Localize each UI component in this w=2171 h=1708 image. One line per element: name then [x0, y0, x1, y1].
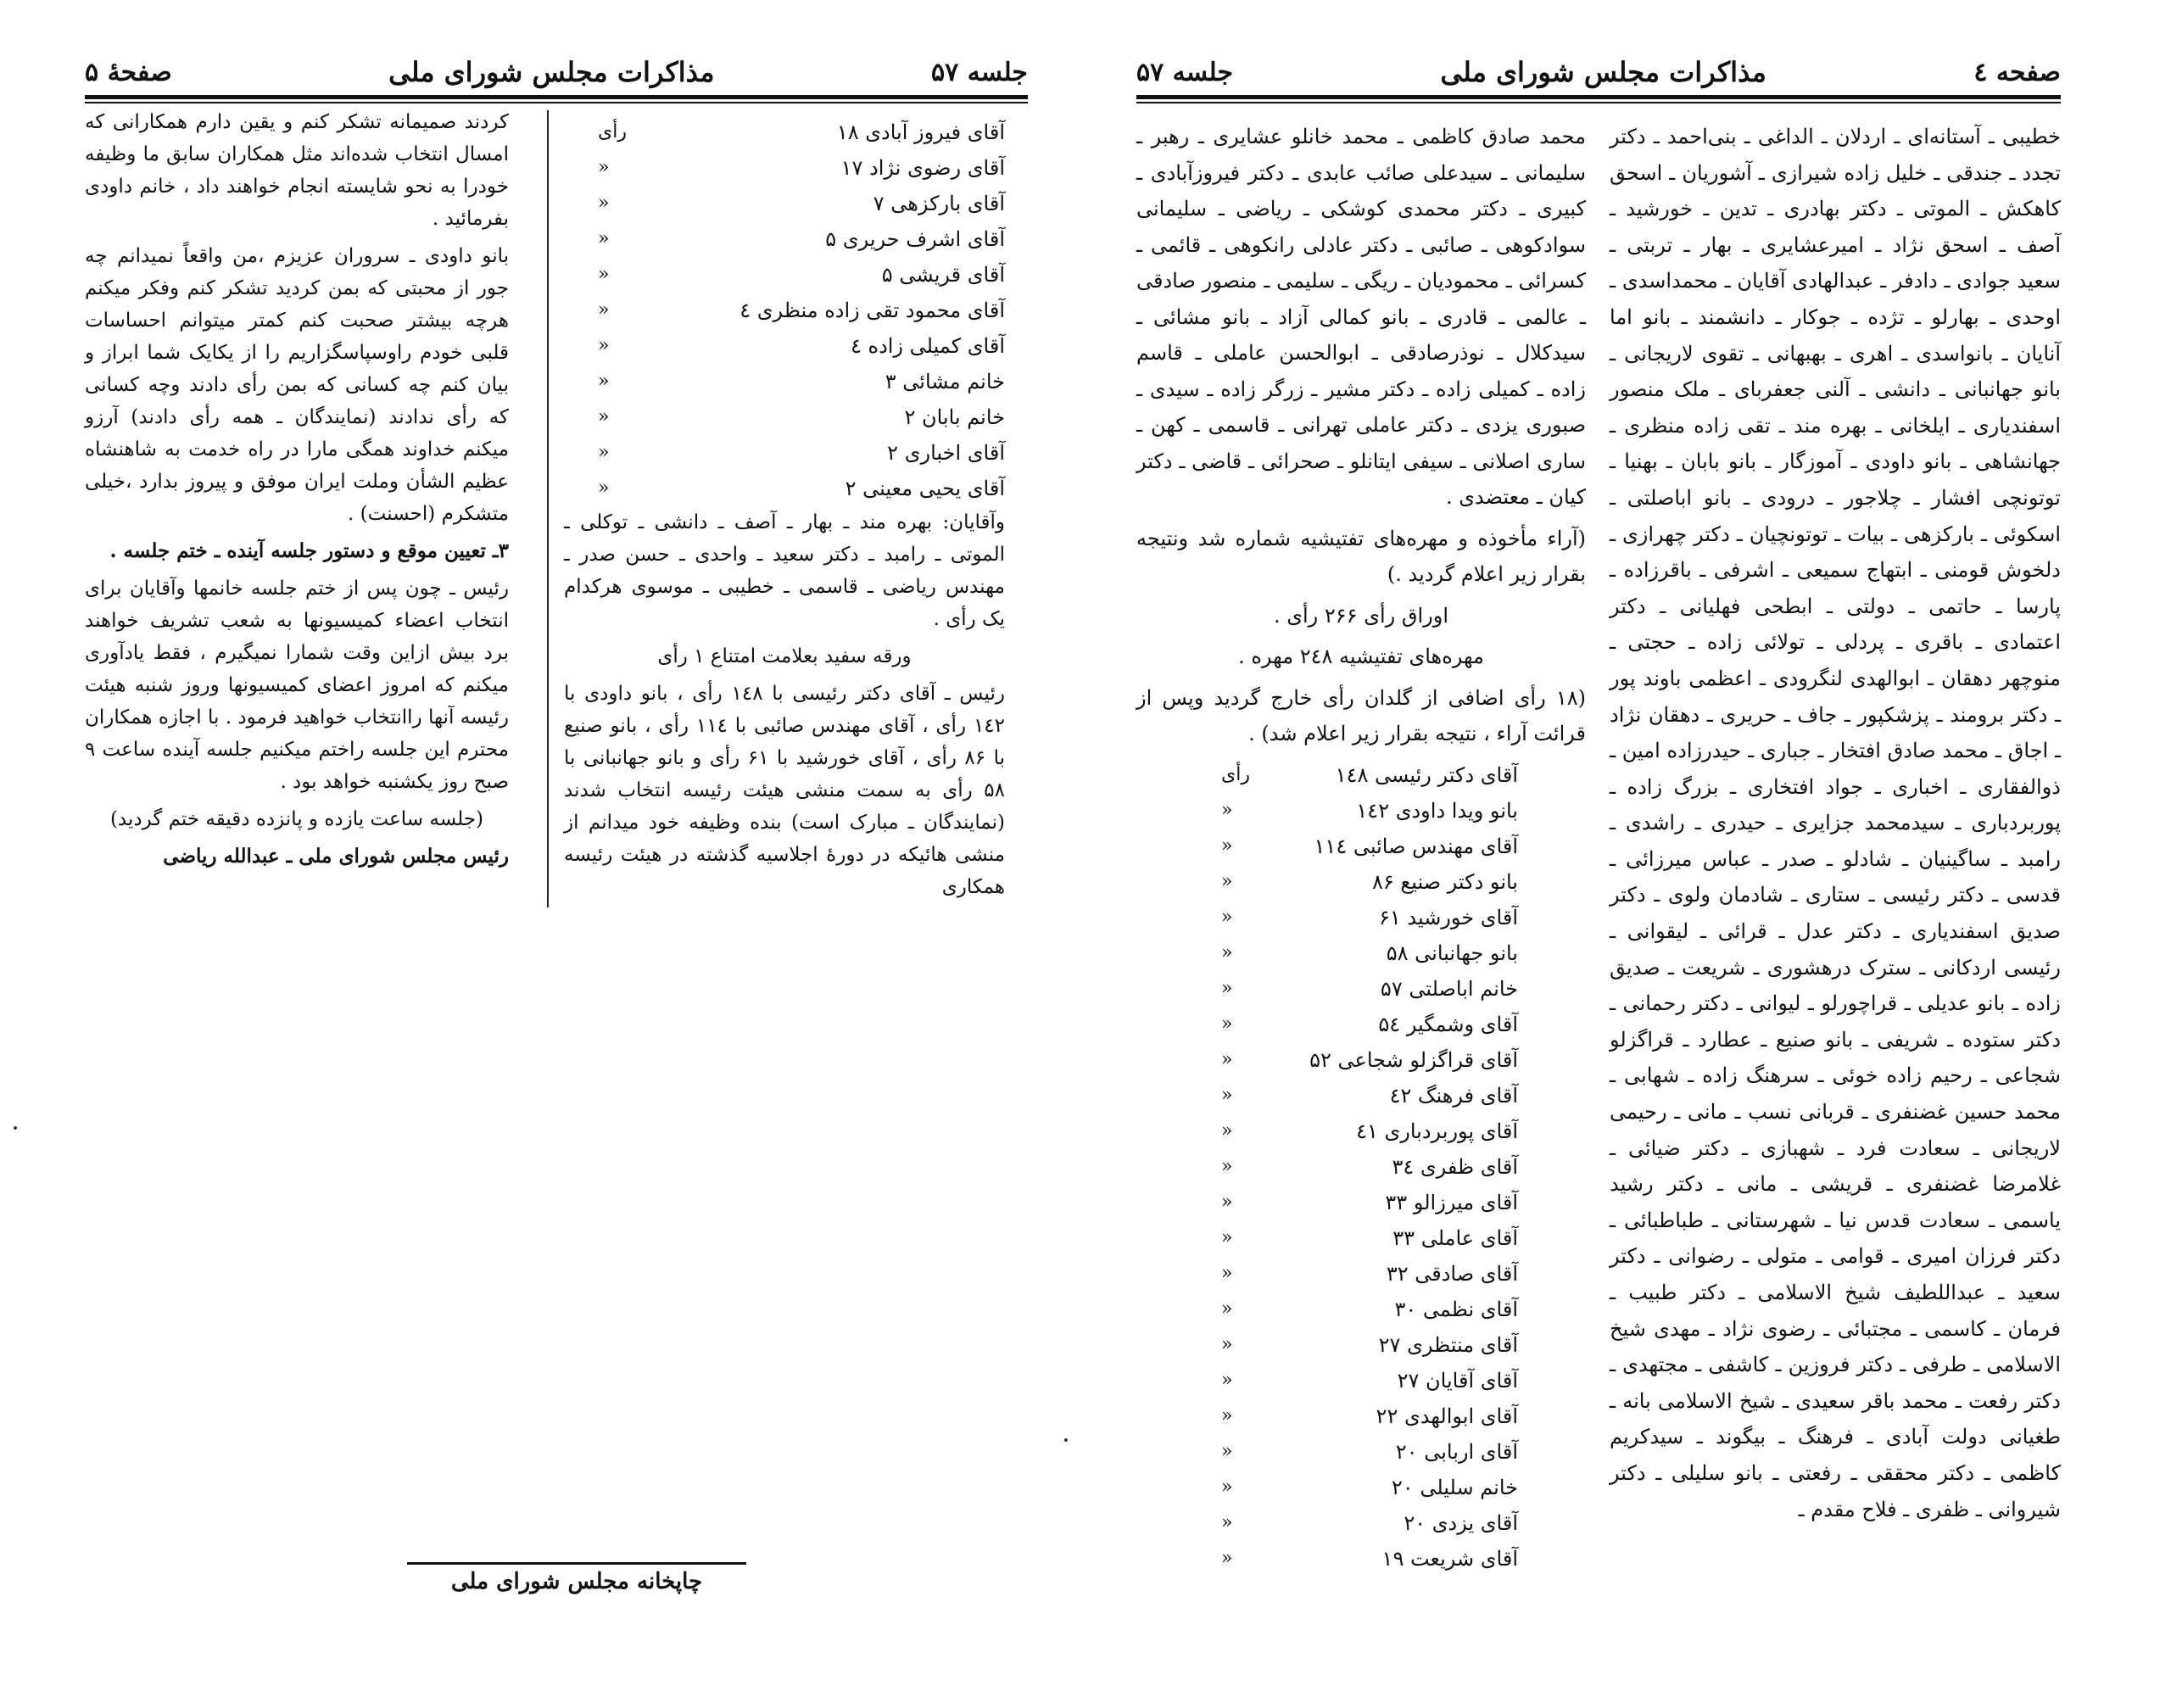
candidate-name: آقای بارکزهی ۷	[873, 192, 1005, 215]
candidate-name: خانم سلیلی ۲۰	[1391, 1475, 1518, 1499]
vote-row	[564, 114, 1005, 150]
candidate-name: آقای قریشی ۵	[881, 263, 1005, 287]
vote-mark: «	[1221, 870, 1233, 892]
candidate-name: آقای ابوالهدی ۲۲	[1376, 1404, 1518, 1428]
section-heading: ۳ـ تعیین موقع و دستور جلسه آینده ـ ختم جلسه .	[109, 539, 509, 562]
vote-row	[1187, 1256, 1518, 1292]
paragraph: ورقه سفید بعلامت امتناع ۱ رأی	[657, 645, 912, 667]
paragraph: رئیس ـ چون پس از ختم جلسه خانمها وآقایان برای انتخاب اعضاء کمیسیونها به شعب تشریف خواهند برد بیش ازاین وقت شمارا نمیگیرم ، فقط یادآوری میکنم که امروز اعضای کمیسیونها وروز شنبه هیئت رئیسه آنها راانتخاب خواهید فرمود . با اجازه همکاران محترم این جلسه راختم میکنیم جلسه آینده ساعت ۹ صبح روز یکشنبه خواهد بود .	[85, 578, 509, 793]
vote-mark: «	[598, 193, 610, 214]
vote-row	[1187, 1327, 1518, 1363]
candidate-name: بانو ویدا داودی ۱٤۲	[1356, 798, 1518, 823]
vote-mark: «	[1221, 1404, 1233, 1426]
vote-row	[564, 399, 1005, 435]
vote-mark: رأی	[598, 121, 627, 142]
closing-note: (جلسه ساعت یازده و پانزده دقیقه ختم گردید)	[109, 808, 484, 830]
names-paragraph: محمد صادق کاظمی ـ محمد خانلو عشایری ـ رهبر ـ سلیمانی ـ سیدعلی صائب عابدی ـ دکتر فیروزآبادی ـ کبیری ـ دکتر محمدی کوشکی ـ ریاضی ـ سلیمانی سوادکوهی ـ صائبی ـ دکتر عادلی رانکوهی ـ قائمی ـ کسرائی ـ محمودیان ـ ریگی ـ سلیمی ـ منصور صادقی ـ عالمی ـ قادری ـ بانو کمالی آزاد ـ بانو مشائی ـ سیدکلال ـ نوذرصادقی ـ ابوالحسن عاملی ـ قاسم زاده ـ کمیلی زاده ـ دکتر مشیر ـ زرگر زاده ـ سیدی ـ صبوری یزدی ـ دکتر عاملی تهرانی ـ قاسمی ـ کهن ـ ساری اصلانی ـ سیفی ایتانلو ـ صحرائی ـ قاضی ـ دکتر کیان ـ معتضدی .	[1136, 125, 1587, 509]
candidate-name: خانم اباصلتی ۵۷	[1380, 976, 1518, 1001]
names-paragraph: خطیبی ـ آستانه‌ای ـ اردلان ـ الداغی ـ بنی‌احمد ـ دکتر تجدد ـ جندقی ـ خلیل زاده شیرازی ـ آشوریان ـ اسحق کاهکش ـ الموتی ـ دکتر بهادری ـ تدین ـ خورشید ـ آصف ـ اسحق نژاد ـ امیرعشایری ـ بهار ـ تربتی ـ سعید جوادی ـ دادفر ـ عبدالهادی آقایان ـ محمداسدی ـ اوحدی ـ بهارلو ـ تژده ـ جوکار ـ دانشمند ـ بانو اما آنایان ـ بانواسدی ـ اهری ـ بهبهانی ـ تقوی لاریجانی ـ بانو جهانبانی ـ دانشی ـ آلنی جعفربای ـ ملک منصور اسفندیاری ـ ایلخانی ـ بهره مند ـ تقی زاده منظری ـ جهانشاهی ـ بانو داودی ـ آموزگار ـ بانو بابان ـ بهنیا ـ توتونچی افشار ـ چلاجور ـ درودی ـ بانو اباصلتی ـ اسکوئی ـ بارکزهی ـ بیات ـ توتونچیان ـ دکتر چهرازی ـ دلخوش قومنی ـ ابتهاج سمیعی ـ اشرفی ـ باقرزاده ـ پارسا ـ حاتمی ـ دولتی ـ ابطحی فهلیانی ـ دکتر اعتمادی ـ باقری ـ پردلی ـ تولائی زاده ـ حجتی ـ منوچهر دهقان ـ ابوالهدی لنگرودی ـ اعظمی باوند پور ـ دکتر برومند ـ پزشکپور ـ جاف ـ حریری ـ دهقان نژاد ـ اجاق ـ محمد صادق افتخار ـ جباری ـ حیدرزاده امین ـ ذوالفقاری ـ اخباری ـ جواد افتخاری ـ بزرگ زاده ـ پوربردباری ـ سیدمحمد جزایری ـ حیدری ـ راشدی ـ رامبد ـ ساگینیان ـ شادلو ـ صدر ـ عباس میرزائی ـ قدسی ـ دکتر رئیسی ـ ستاری ـ شادمان ولوی ـ دکتر صدیق اسفندیاری ـ دکتر عدل ـ قرائی ـ لیقوانی ـ رئیسی اردکانی ـ سترک درهشوری ـ شریعت ـ صدیق زاده ـ بانو عدیلی ـ قراچورلو ـ لیوانی ـ دکتر رحمانی ـ دکتر ستوده ـ شریفی ـ بانو صنیع ـ عطارد ـ قراگزلو شجاعی ـ رحیم زاده خوئی ـ سرهنگ زاده ـ شهابی ـ محمد حسین غضنفری ـ قربانی نسب ـ مانی ـ رحیمی لاریجانی ـ سعادت فرد ـ شهبازی ـ دکتر ضیائی ـ غلامرضا غضنفری ـ قریشی ـ مانی ـ دکتر رشید یاسمی ـ سعادت قدس نیا ـ شهرستانی ـ طباطبائی ـ دکتر فرزان امیری ـ قوامی ـ متولی ـ رضوانی ـ دکتر سعید ـ عبداللطیف شیخ الاسلامی ـ دکتر طبیب ـ فرمان ـ کاسمی ـ مجتبائی ـ رضوی نژاد ـ مهدی شیخ الاسلامی ـ طرفی ـ دکتر فروزین ـ کاشفی ـ مجتهدی ـ دکتر رفعت ـ محمد باقر سعیدی ـ شیخ الاسلامی بانه ـ طغیانی دولت آبادی ـ فرهنگ ـ بیگوند ـ سیدکریم کاظمی ـ دکتر محققی ـ رفعتی ـ بانو سلیلی ـ دکتر شیروانی ـ ظفری ـ فلاح مقدم ـ	[1610, 125, 2062, 1521]
right-page-column-right	[1610, 119, 2061, 1532]
left-page-header	[85, 51, 1028, 93]
right-page	[1136, 0, 2061, 1708]
vote-mark: «	[598, 371, 610, 392]
vote-row	[1187, 864, 1518, 900]
announcement: مهره‌های تفتیشیه ۲٤۸ مهره .	[1238, 645, 1484, 668]
left-page	[85, 0, 1028, 1708]
page-number: صفحه ٤	[1973, 57, 2061, 87]
vote-row	[1187, 935, 1518, 971]
vote-row	[1187, 793, 1518, 829]
header-rule-thin	[1136, 102, 2061, 103]
vote-row	[564, 293, 1005, 328]
vote-row	[1187, 1363, 1518, 1398]
vote-row	[1187, 900, 1518, 935]
vote-mark: «	[1221, 1511, 1233, 1533]
candidate-name: آقای مهندس صائبی ۱۱٤	[1314, 834, 1518, 858]
candidate-name: آقای میرزالو ۳۳	[1385, 1190, 1518, 1214]
candidate-name: آقای نظمی ۳۰	[1394, 1297, 1518, 1321]
paragraph: کردند صمیمانه تشکر کنم و یقین دارم همکارانی که امسال انتخاب شده‌اند مثل همکاران سابق ما وظیفه خودرا به نحو شایسته انجام خواهند داد ، خانم داودی بفرمائید .	[85, 111, 509, 230]
announcement: اوراق رأی ۲۶۶ رأی .	[1273, 603, 1449, 628]
candidate-name: خانم مشائی ۳	[885, 370, 1005, 394]
vote-mark: «	[598, 228, 610, 249]
vote-mark: «	[1221, 799, 1233, 821]
vote-mark: «	[1221, 1262, 1233, 1284]
session-label: جلسه ۵۷	[1136, 57, 1234, 87]
vote-row	[1187, 829, 1518, 864]
vote-row	[564, 186, 1005, 221]
candidate-name: آقای وشمگیر ۵٤	[1378, 1012, 1518, 1036]
candidate-name: آقای صادقی ۳۲	[1386, 1261, 1518, 1286]
candidate-name: بانو دکتر صنیع ۸۶	[1372, 869, 1518, 894]
right-page-column-left	[1136, 119, 1586, 1577]
vote-row	[1187, 1078, 1518, 1114]
vote-row	[564, 328, 1005, 364]
candidate-name: آقای یزدی ۲۰	[1404, 1510, 1518, 1535]
vote-mark: «	[1221, 977, 1233, 999]
announcement: (۱۸ رأی اضافی از گلدان رأی خارج گردید وپس از قرائت آراء ، نتیجه بقرار زیر اعلام شد) .	[1136, 685, 1586, 745]
candidate-name: آقای خورشید ۶۱	[1378, 905, 1518, 929]
candidate-name: آقای کمیلی زاده ٤	[850, 334, 1005, 358]
candidate-name: آقای عاملی ۳۳	[1392, 1225, 1518, 1250]
vote-mark: «	[598, 299, 610, 321]
session-label: جلسه ۵۷	[930, 57, 1028, 87]
candidate-name: آقای فیروز آبادی ۱۸	[836, 120, 1005, 144]
vote-row	[1187, 1398, 1518, 1434]
vote-row	[1187, 1185, 1518, 1220]
vote-row	[1187, 1292, 1518, 1327]
vote-list	[1136, 757, 1586, 1577]
vote-mark: «	[598, 406, 610, 427]
vote-mark: «	[1221, 1226, 1233, 1248]
vote-row	[564, 221, 1005, 257]
candidate-name: آقای اشرف حریری ۵	[825, 227, 1005, 251]
vote-row	[1187, 1470, 1518, 1505]
vote-row	[1187, 1114, 1518, 1149]
candidate-name: آقای رضوی نژاد ۱۷	[840, 156, 1005, 180]
candidate-name: آقای منتظری ۲۷	[1378, 1332, 1518, 1357]
vote-mark: «	[1221, 1013, 1233, 1035]
candidate-name: آقای یحیی معینی ۲	[845, 477, 1005, 500]
vote-row	[1187, 757, 1518, 793]
vote-row	[564, 471, 1005, 506]
signature: رئیس مجلس شورای ملی ـ عبدالله ریاضی	[163, 845, 509, 868]
header-rule-thin	[85, 102, 1028, 103]
vote-row	[1187, 1434, 1518, 1470]
vote-mark: رأی	[1221, 763, 1250, 785]
vote-mark: «	[1221, 834, 1233, 857]
vote-mark: «	[1221, 1084, 1233, 1106]
vote-mark: «	[1221, 1119, 1233, 1141]
left-page-column-left	[564, 114, 1005, 908]
vote-row	[564, 364, 1005, 399]
vote-row	[1187, 1042, 1518, 1078]
vote-row	[1187, 971, 1518, 1007]
vote-row	[1187, 1149, 1518, 1185]
vote-mark: «	[1221, 1333, 1233, 1355]
candidate-name: آقای آقایان ۲۷	[1397, 1368, 1518, 1393]
vote-row	[1187, 1541, 1518, 1577]
right-page-header	[1136, 51, 2061, 93]
vote-mark: «	[1221, 1298, 1233, 1320]
printer-name: چاپخانه مجلس شورای ملی	[450, 1569, 703, 1594]
left-page-column-right	[85, 106, 509, 878]
header-rule	[1136, 95, 2061, 99]
printer-rule	[407, 1562, 746, 1565]
vote-mark: «	[1221, 1048, 1233, 1070]
vote-mark: «	[1221, 1476, 1233, 1498]
paragraph: وآقایان: بهره مند ـ بهار ـ آصف ـ دانشی ـ توکلی ـ الموتی ـ رامبد ـ دکتر سعید ـ واحدی ـ حسن صدر ـ مهندس ریاضی ـ قاسمی ـ خطیبی ـ موسوی هرکدام یک رأی .	[564, 511, 1005, 630]
candidate-name: آقای قراگزلو شجاعی ۵۲	[1309, 1047, 1518, 1072]
column-divider	[547, 110, 549, 907]
paragraph: رئیس ـ آقای دکتر رئیسی با ۱٤۸ رأی ، بانو داودی با ۱٤۲ رأی ، آقای مهندس صائبی با ۱۱٤ رأی ، بانو صنیع با ۸۶ رأی ، آقای خورشید با ۶۱ رأی و بانو جهانبانی با ۵۸ رأی به سمت منشی هیئت رئیسه انتخاب شدند (نمایندگان ـ مبارک است) بنده وظیفه خود میدانم از منشی هائیکه در دورهٔ اجلاسیه گذشته در هیئت رئیسه همکاری	[564, 683, 1006, 898]
page-number: صفحهٔ ۵	[85, 57, 172, 87]
paragraph: بانو داودی ـ سروران عزیزم ،من واقعاً نمیدانم چه جور از محبتی که بمن کردید تشکر کنم وفکر میکنم هرچه بیشتر صحبت کنم کمتر میتوانم احساسات قلبی خودم راوسپاسگزاریم را از یکایک شما ابراز و بیان کنم چه کسانی که بمن رأی دادند وچه کسانی که رأی ندادند (نمایندگان ـ همه رأی دادند) آرزو میکنم خداوند همگی مارا در راه خدمت به شاهنشاه عظیم الشأن وملت ایران موفق و پیروز بدارد ،خیلی متشکرم (احسنت) .	[85, 245, 509, 525]
vote-mark: «	[1221, 1440, 1233, 1462]
page-title: مذاکرات مجلس شورای ملی	[388, 56, 715, 88]
vote-row	[564, 150, 1005, 186]
vote-row	[564, 257, 1005, 293]
candidate-name: آقای دکتر رئیسی ۱٤۸	[1335, 762, 1518, 787]
vote-mark: «	[598, 335, 610, 356]
page-title: مذاکرات مجلس شورای ملی	[1440, 56, 1766, 88]
candidate-name: بانو جهانبانی ۵۸	[1386, 941, 1518, 965]
vote-mark: «	[1221, 1155, 1233, 1177]
candidate-name: آقای اخباری ۲	[887, 441, 1005, 465]
candidate-name: آقای ظفری ۳٤	[1392, 1154, 1518, 1179]
candidate-name: آقای شریعت ۱۹	[1381, 1546, 1518, 1571]
candidate-name: آقای فرهنگ ٤۲	[1389, 1083, 1518, 1108]
candidate-name: آقای محمود تقی زاده منظری ٤	[739, 299, 1005, 322]
candidate-name: آقای اربابی ۲۰	[1395, 1439, 1518, 1464]
vote-mark: «	[1221, 941, 1233, 963]
candidate-name: خانم بابان ۲	[904, 405, 1005, 429]
vote-row	[564, 435, 1005, 471]
candidate-name: آقای پوربردباری ٤۱	[1356, 1119, 1518, 1143]
vote-mark: «	[598, 157, 610, 178]
vote-mark: «	[1221, 1547, 1233, 1569]
vote-list	[564, 114, 1005, 506]
header-rule	[85, 95, 1028, 99]
scan-speck	[1064, 1438, 1068, 1442]
vote-mark: «	[1221, 1369, 1233, 1391]
vote-mark: «	[598, 264, 610, 285]
vote-row	[1187, 1220, 1518, 1256]
vote-mark: «	[1221, 906, 1233, 928]
vote-mark: «	[598, 442, 610, 463]
vote-mark: «	[598, 477, 610, 499]
vote-mark: «	[1221, 1191, 1233, 1213]
vote-row	[1187, 1007, 1518, 1042]
announcement: (آراء مأخوذه و مهره‌های تفتیشیه شماره شد ونتیجه بقرار زیر اعلام گردید .)	[1136, 526, 1586, 586]
vote-row	[1187, 1505, 1518, 1541]
scan-speck	[14, 1126, 17, 1130]
